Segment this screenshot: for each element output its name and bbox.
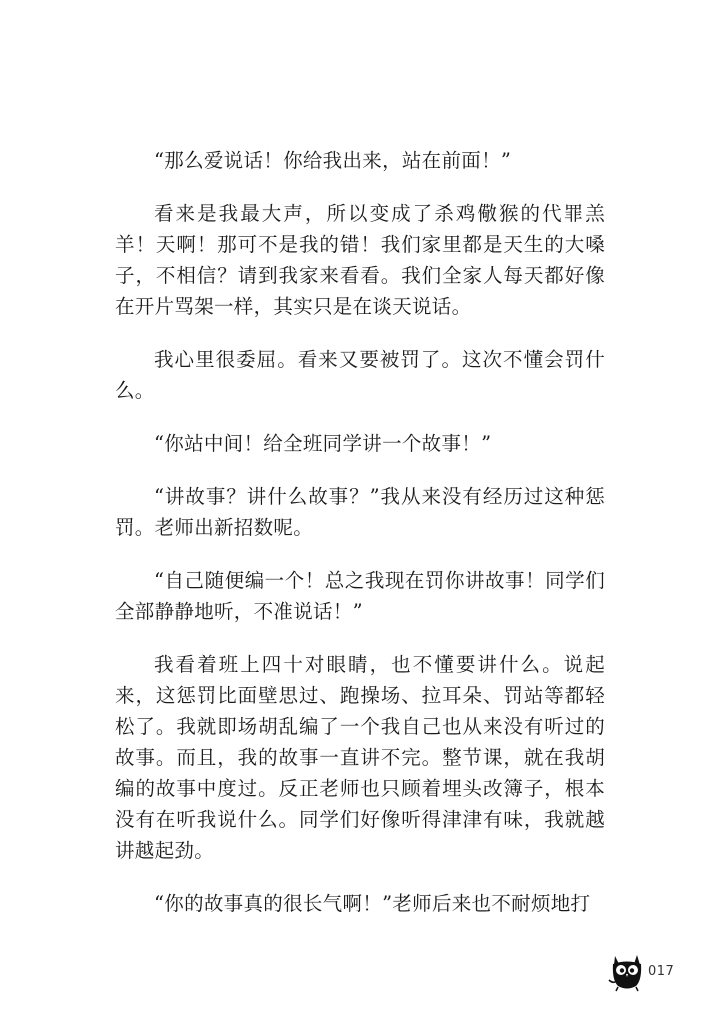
- paragraph: 我心里很委屈。看来又要被罚了。这次不懂会罚什么。: [115, 348, 605, 402]
- page-number: 017: [648, 964, 675, 979]
- paragraph: “那么爱说话！你给我出来，站在前面！”: [154, 149, 512, 172]
- page-footer: [607, 950, 677, 994]
- paragraph: 我看着班上四十对眼睛，也不懂要讲什么。说起来，这惩罚比面壁思过、跑操场、拉耳朵、罚站等都轻松了。我就即场胡乱编了一个我自己也从来没有听过的故事。而且，我的故事一直讲不完。整节课，就在我胡编的故事中度过。反正老师也只顾着埋头改簿子，根本没有在听我说什么。同学们好像听得津津有味，我就越讲越起劲。: [115, 653, 605, 862]
- paragraph: “自己随便编一个！总之我现在罚你讲故事！同学们全部静静地听，不准说话！”: [115, 569, 605, 623]
- paragraph: “你站中间！给全班同学讲一个故事！”: [154, 432, 492, 455]
- paragraph: “讲故事？讲什么故事？”我从来没有经历过这种惩罚。老师出新招数呢。: [115, 485, 605, 539]
- owl-icon: [607, 950, 647, 992]
- paragraph: “你的故事真的很长气啊！”老师后来也不耐烦地打: [154, 892, 591, 915]
- paragraph: 看来是我最大声，所以变成了杀鸡儆猴的代罪羔羊！天啊！那可不是我的错！我们家里都是天生的大嗓子，不相信？请到我家来看看。我们全家人每天都好像在开片骂架一样，其实只是在谈天说话。: [115, 202, 605, 318]
- body-text: [115, 145, 605, 919]
